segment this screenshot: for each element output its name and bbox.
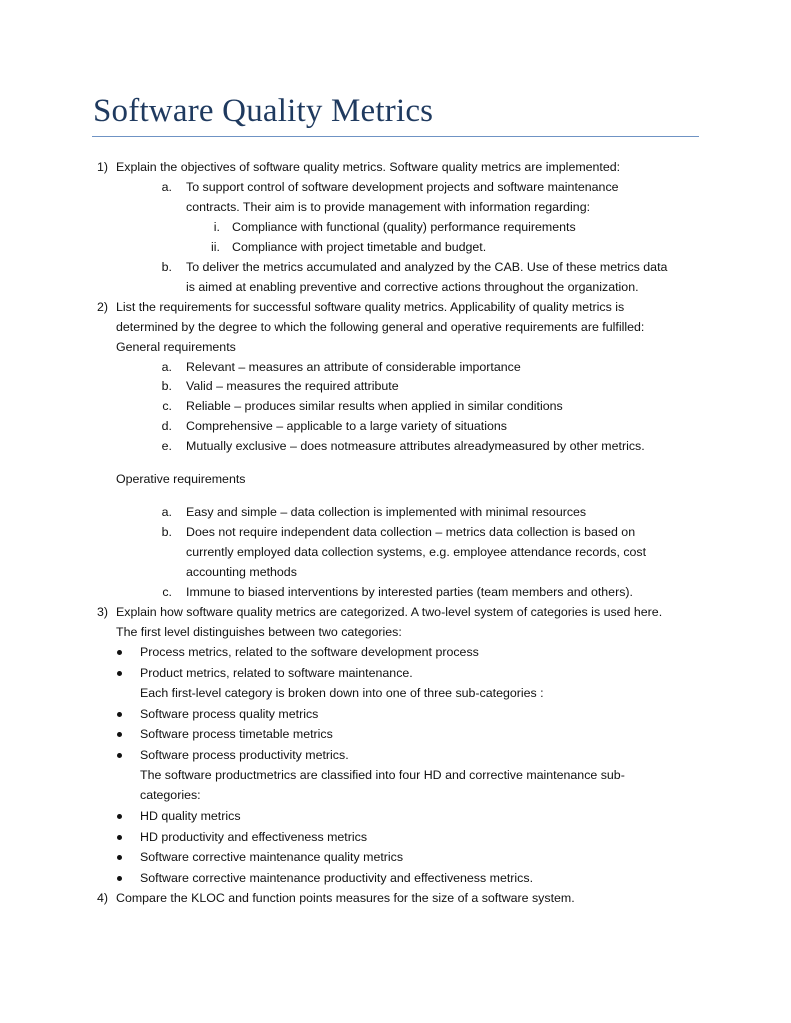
- q1-text: Explain the objectives of software quality metrics. Software quality metrics are implemented:: [116, 160, 621, 174]
- q2-general-a-text: Relevant – measures an attribute of considerable importance: [186, 360, 521, 374]
- bullet-icon: [117, 753, 122, 758]
- q2-general-d-marker: d.: [161, 419, 172, 433]
- q1-number: 1): [96, 160, 108, 174]
- q3-bullet-product-metrics: Product metrics, related to software maintenance.: [140, 666, 413, 680]
- bullet-icon: [117, 712, 122, 717]
- page-title: Software Quality Metrics: [93, 93, 434, 129]
- bullet-icon: [117, 876, 122, 881]
- q3-note-product-line2: categories:: [140, 788, 201, 802]
- q3-bullet-corrective-quality: Software corrective maintenance quality metrics: [140, 850, 404, 864]
- q2-general-b-marker: b.: [161, 379, 172, 393]
- q2-general-heading: General requirements: [116, 340, 236, 354]
- q3-bullet-process-productivity: Software process productivity metrics.: [140, 748, 349, 762]
- q2-op-c-text: Immune to biased interventions by interested parties (team members and others).: [186, 585, 633, 599]
- q2-general-e-text: Mutually exclusive – does notmeasure attributes alreadymeasured by other metrics.: [186, 439, 645, 453]
- title-underline: [92, 136, 699, 137]
- q2-general-e-marker: e.: [161, 439, 172, 453]
- q2-op-b-line2: currently employed data collection systems, e.g. employee attendance records, cost: [186, 545, 647, 559]
- q3-number: 3): [96, 605, 108, 619]
- bullet-icon: [117, 732, 122, 737]
- q3-bullet-process-quality: Software process quality metrics: [140, 707, 319, 721]
- q1-b-marker: b.: [161, 260, 172, 274]
- q3-bullet-corrective-productivity: Software corrective maintenance productivity and effectiveness metrics.: [140, 871, 534, 885]
- bullet-icon: [117, 650, 122, 655]
- q1-ii-text: Compliance with project timetable and budget.: [232, 240, 487, 254]
- q2-op-b-line3: accounting methods: [186, 565, 297, 579]
- q2-operative-heading: Operative requirements: [116, 472, 246, 486]
- q2-general-d-text: Comprehensive – applicable to a large variety of situations: [186, 419, 507, 433]
- q3-line2: The first level distinguishes between two categories:: [116, 625, 402, 639]
- q2-general-a-marker: a.: [161, 360, 172, 374]
- q3-bullet-hd-productivity: HD productivity and effectiveness metrics: [140, 830, 368, 844]
- q2-op-a-text: Easy and simple – data collection is implemented with minimal resources: [186, 505, 587, 519]
- q4-text: Compare the KLOC and function points measures for the size of a software system.: [116, 891, 575, 905]
- q2-line1: List the requirements for successful software quality metrics. Applicability of quality metrics is: [116, 300, 625, 314]
- q3-bullet-process-timetable: Software process timetable metrics: [140, 727, 333, 741]
- q3-line1: Explain how software quality metrics are categorized. A two-level system of categories is used here.: [116, 605, 663, 619]
- bullet-icon: [117, 671, 122, 676]
- bullet-icon: [117, 835, 122, 840]
- q1-b-line1: To deliver the metrics accumulated and analyzed by the CAB. Use of these metrics data: [186, 260, 668, 274]
- q1-b-line2: is aimed at enabling preventive and corrective actions throughout the organization.: [186, 280, 639, 294]
- q1-a-line2: contracts. Their aim is to provide management with information regarding:: [186, 200, 591, 214]
- q2-op-b-line1: Does not require independent data collection – metrics data collection is based on: [186, 525, 636, 539]
- q3-note-product-line1: The software productmetrics are classified into four HD and corrective maintenance sub-: [140, 768, 625, 782]
- q1-i-text: Compliance with functional (quality) performance requirements: [232, 220, 576, 234]
- q2-op-b-marker: b.: [161, 525, 172, 539]
- q1-a-marker: a.: [161, 180, 172, 194]
- q1-i-marker: i.: [213, 220, 220, 234]
- q3-note-subcategories: Each first-level category is broken down into one of three sub-categories :: [140, 686, 544, 700]
- bullet-icon: [117, 855, 122, 860]
- q2-op-c-marker: c.: [162, 585, 172, 599]
- q2-number: 2): [96, 300, 108, 314]
- q2-general-c-text: Reliable – produces similar results when applied in similar conditions: [186, 399, 563, 413]
- q1-a-line1: To support control of software development projects and software maintenance: [186, 180, 619, 194]
- bullet-icon: [117, 814, 122, 819]
- q4-number: 4): [96, 891, 108, 905]
- q1-ii-marker: ii.: [211, 240, 220, 254]
- q2-general-c-marker: c.: [162, 399, 172, 413]
- q3-bullet-process-metrics: Process metrics, related to the software development process: [140, 645, 479, 659]
- q2-general-b-text: Valid – measures the required attribute: [186, 379, 399, 393]
- q3-bullet-hd-quality: HD quality metrics: [140, 809, 241, 823]
- q2-line2: determined by the degree to which the following general and operative requirements are fulfilled:: [116, 320, 645, 334]
- q2-op-a-marker: a.: [161, 505, 172, 519]
